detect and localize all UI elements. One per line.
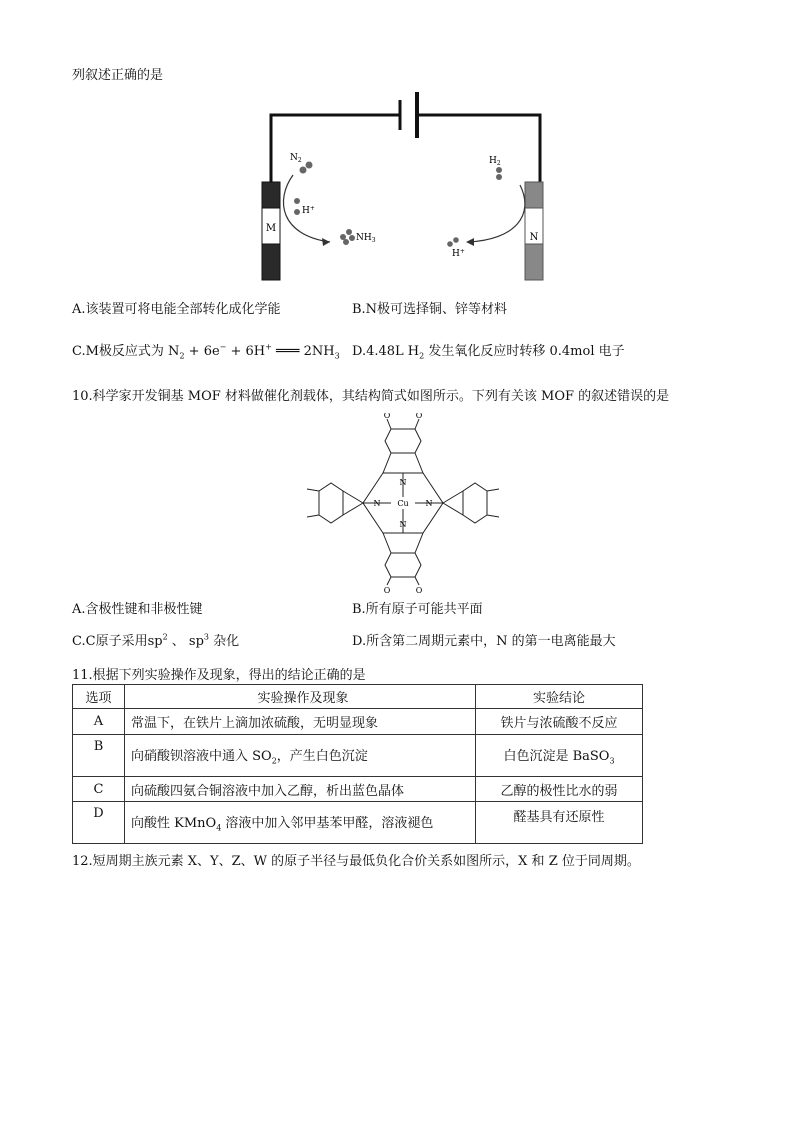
table-row xyxy=(73,802,643,844)
n2-label: $N_2$ xyxy=(290,153,302,164)
h-plus-label-left: H+ xyxy=(302,205,315,216)
q9-option-a: A.该装置可将电能全部转化成化学能 xyxy=(72,302,281,317)
row-b-conclusion: 白色沉淀是 BaSO$_3$ xyxy=(476,735,643,777)
q10-option-a: A.含极性键和非极性键 xyxy=(72,602,203,617)
q11-table xyxy=(72,684,643,844)
n-label-bottom: N xyxy=(399,520,407,529)
cu-label: Cu xyxy=(397,499,409,508)
o-label-3: O xyxy=(383,586,391,593)
q10-option-c: C.C原子采用$sp^2$ 、 $sp^3$ 杂化 xyxy=(72,632,240,649)
row-c-conclusion: 乙醇的极性比水的弱 xyxy=(476,777,643,802)
q10-stem: 10.科学家开发铜基 MOF 材料做催化剂载体，其结构简式如图所示。下列有关该 MOF 的叙述错误的是 xyxy=(72,389,670,404)
n-label-top: N xyxy=(399,478,407,487)
q12-stem: 12.短周期主族元素 X、Y、Z、W 的原子半径与最低负化合价关系如图所示，X 和 Z 位于同周期。 xyxy=(72,854,640,869)
q9-option-c: C.M极反应式为 $N_2 + 6e^- + 6H^+$ ═══ $2NH_3$ xyxy=(72,342,340,361)
o-label-4: O xyxy=(415,586,423,593)
row-b-operation: 向硝酸钡溶液中通入 $SO_2$，产生白色沉淀 xyxy=(125,735,476,777)
q10-option-b: B.所有原子可能共平面 xyxy=(352,602,483,617)
electrode-m-label: M xyxy=(265,223,277,234)
n-label-right: N xyxy=(425,499,433,508)
o-label-2: O xyxy=(415,413,423,420)
table-row xyxy=(73,709,643,735)
table-header-row xyxy=(73,685,643,709)
electrolysis-diagram xyxy=(0,90,794,290)
nh3-label: $NH_3$ xyxy=(356,233,376,244)
row-a-operation: 常温下，在铁片上滴加浓硫酸，无明显现象 xyxy=(125,709,476,735)
q11-stem: 11.根据下列实验操作及现象，得出的结论正确的是 xyxy=(72,668,366,683)
header-option: 选项 xyxy=(73,685,125,709)
row-c-operation: 向硫酸四氨合铜溶液中加入乙醇，析出蓝色晶体 xyxy=(125,777,476,802)
row-c-option: C xyxy=(73,777,125,802)
header-operation: 实验操作及现象 xyxy=(125,685,476,709)
header-conclusion: 实验结论 xyxy=(476,685,643,709)
table-row xyxy=(73,777,643,802)
row-d-operation: 向酸性 KMnO$_4$ 溶液中加入邻甲基苯甲醛，溶液褪色 xyxy=(125,802,476,844)
row-a-option: A xyxy=(73,709,125,735)
q9-option-d: D.4.48L $H_2$ 发生氧化反应时转移 0.4mol 电子 xyxy=(352,344,625,361)
h-plus-label-right: H+ xyxy=(452,248,465,259)
q9-option-b: B.N极可选择铜、锌等材料 xyxy=(352,302,508,317)
o-label-1: O xyxy=(383,413,391,420)
q10-option-d: D.所含第二周期元素中，N 的第一电离能最大 xyxy=(352,634,616,649)
row-d-option: D xyxy=(73,802,125,844)
intro-tail: 列叙述正确的是 xyxy=(72,68,164,83)
row-d-conclusion: 醛基具有还原性 xyxy=(476,802,643,844)
electrode-n-label: N xyxy=(529,232,539,243)
cu-mof-structure xyxy=(303,413,503,593)
h2-label: $H_2$ xyxy=(489,156,501,167)
table-row xyxy=(73,735,643,777)
row-b-option: B xyxy=(73,735,125,777)
n-label-left: N xyxy=(373,499,381,508)
row-a-conclusion: 铁片与浓硫酸不反应 xyxy=(476,709,643,735)
